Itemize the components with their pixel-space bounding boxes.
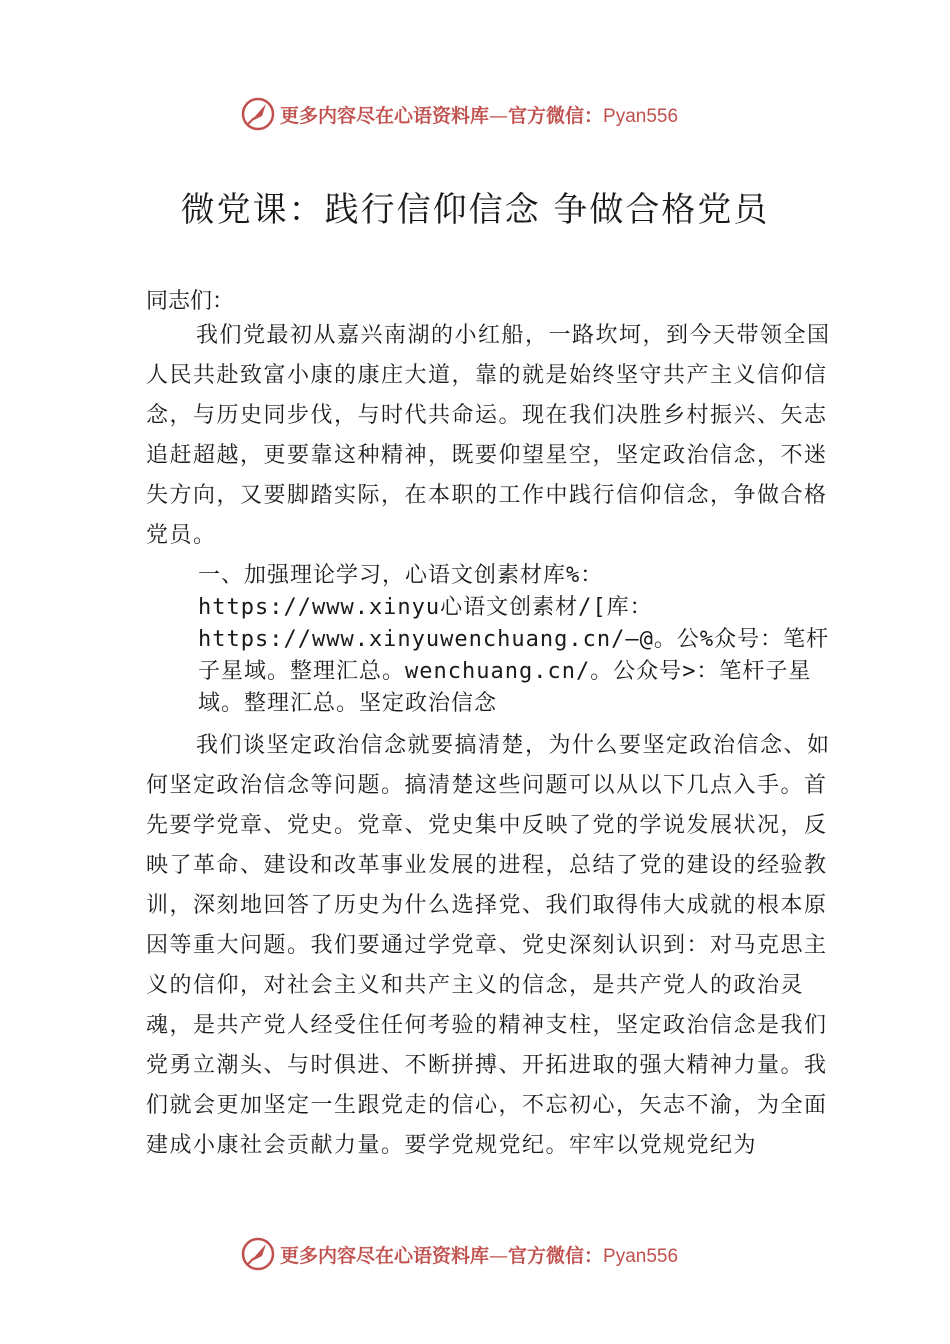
quill-logo-icon xyxy=(240,1236,276,1272)
paragraph-intro: 我们党最初从嘉兴南湖的小红船，一路坎坷，到今天带领全国人民共赴致富小康的康庄大道，靠的就是始终坚守共产主义信仰信念，与历史同步伐，与时代共命运。现在我们决胜乡村振兴、矢志追赶超越，更要靠这种精神，既要仰望星空，坚定政治信念，不迷失方向，又要脚踏实际，在本职的工作中践行信仰信念，争做合格党员。 xyxy=(146,323,831,548)
watermark-banner-bottom xyxy=(240,1234,760,1274)
paragraph-body: 我们谈坚定政治信念就要搞清楚，为什么要坚定政治信念、如何坚定政治信念等问题。搞清楚这些问题可以从以下几点入手。首先要学党章、党史。党章、党史集中反映了党的学说发展状况，反映了革命、建设和改革事业发展的进程，总结了党的建设的经验教训，深刻地回答了历史为什么选择党、我们取得伟大成就的根本原因等重大问题。我们要通过学党章、党史深刻认识到：对马克思主义的信仰，对社会主义和共产主义的信念，是共产党人的政治灵魂，是共产党人经受住任何考验的精神支柱，坚定政治信念是我们党勇立潮头、与时俱进、不断拼搏、开拓进取的强大精神力量。我们就会更加坚定一生跟党走的信心，不忘初心，矢志不渝，为全面建成小康社会贡献力量。要学党规党纪。牢牢以党规党纪为 xyxy=(146,733,831,1158)
section-heading-1: 一、加强理论学习，心语文创素材库%：https://www.xinyu心语文创素材/[库：https://www.xinyuwenchuang.cn/—@。公%众号：笔杆子星域。整理汇总。wenchuang.cn/。公众号>：笔杆子星域。整理汇总。坚定政治信念 xyxy=(198,563,830,716)
watermark-text: 更多内容尽在心语资料库—官方微信：Pyan556 xyxy=(280,104,679,127)
greeting: 同志们： xyxy=(146,289,235,314)
watermark-text: 更多内容尽在心语资料库—官方微信：Pyan556 xyxy=(280,1244,679,1267)
quill-logo-icon xyxy=(240,96,276,132)
document-title: 微党课：践行信仰信念 争做合格党员 xyxy=(180,190,770,230)
watermark-banner-top xyxy=(240,94,760,134)
